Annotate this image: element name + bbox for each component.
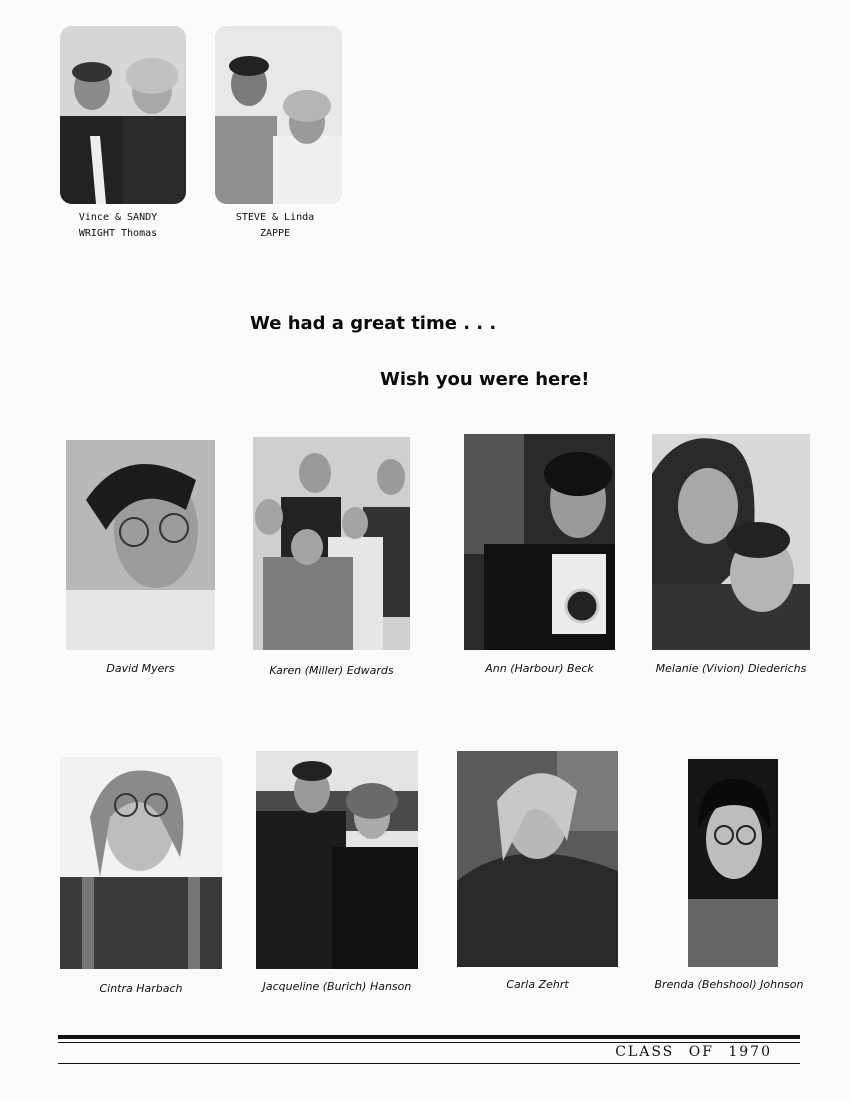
caption-david-myers: David Myers	[106, 662, 175, 675]
photo-melanie-diederichs	[652, 434, 810, 650]
caption-cintra-harbach: Cintra Harbach	[99, 982, 183, 995]
caption-ann-beck: Ann (Harbour) Beck	[485, 662, 594, 675]
photo-brenda-johnson	[688, 759, 778, 967]
caption-zappe: STEVE & Linda ZAPPE	[235, 212, 315, 239]
footer-rule-thick	[58, 1035, 800, 1039]
photo-thomas	[60, 26, 186, 204]
photo-carla-zehrt	[457, 751, 618, 967]
footer-rule-thin-upper	[58, 1042, 800, 1043]
photo-karen-edwards-image	[253, 437, 410, 650]
photo-zappe-image	[215, 26, 342, 204]
photo-jacqueline-hanson-image	[256, 751, 418, 969]
photo-cintra-harbach-image	[60, 757, 222, 969]
headline-line2: Wish you were here!	[380, 369, 590, 390]
photo-thomas-image	[60, 26, 186, 204]
caption-carla-zehrt: Carla Zehrt	[506, 978, 569, 991]
caption-thomas: Vince & SANDY WRIGHT Thomas	[78, 212, 158, 239]
photo-melanie-diederichs-image	[652, 434, 810, 650]
photo-ann-beck	[464, 434, 615, 650]
photo-cintra-harbach	[60, 757, 222, 969]
caption-brenda-johnson: Brenda (Behshool) Johnson	[654, 978, 804, 991]
photo-david-myers	[66, 440, 215, 650]
photo-jacqueline-hanson	[256, 751, 418, 969]
caption-melanie-diederichs: Melanie (Vivion) Diederichs	[655, 662, 807, 675]
caption-jacqueline-hanson: Jacqueline (Burich) Hanson	[262, 980, 412, 993]
headline-line1: We had a great time . . .	[250, 313, 497, 334]
photo-brenda-johnson-image	[688, 759, 778, 967]
photo-carla-zehrt-image	[457, 751, 618, 967]
photo-zappe	[215, 26, 342, 204]
photo-ann-beck-image	[464, 434, 615, 650]
caption-karen-edwards: Karen (Miller) Edwards	[269, 664, 394, 677]
photo-david-myers-image	[66, 440, 215, 650]
photo-karen-edwards	[253, 437, 410, 650]
footer-class-year: CLASS OF 1970	[615, 1044, 772, 1060]
footer-rule-thin-lower	[58, 1063, 800, 1064]
